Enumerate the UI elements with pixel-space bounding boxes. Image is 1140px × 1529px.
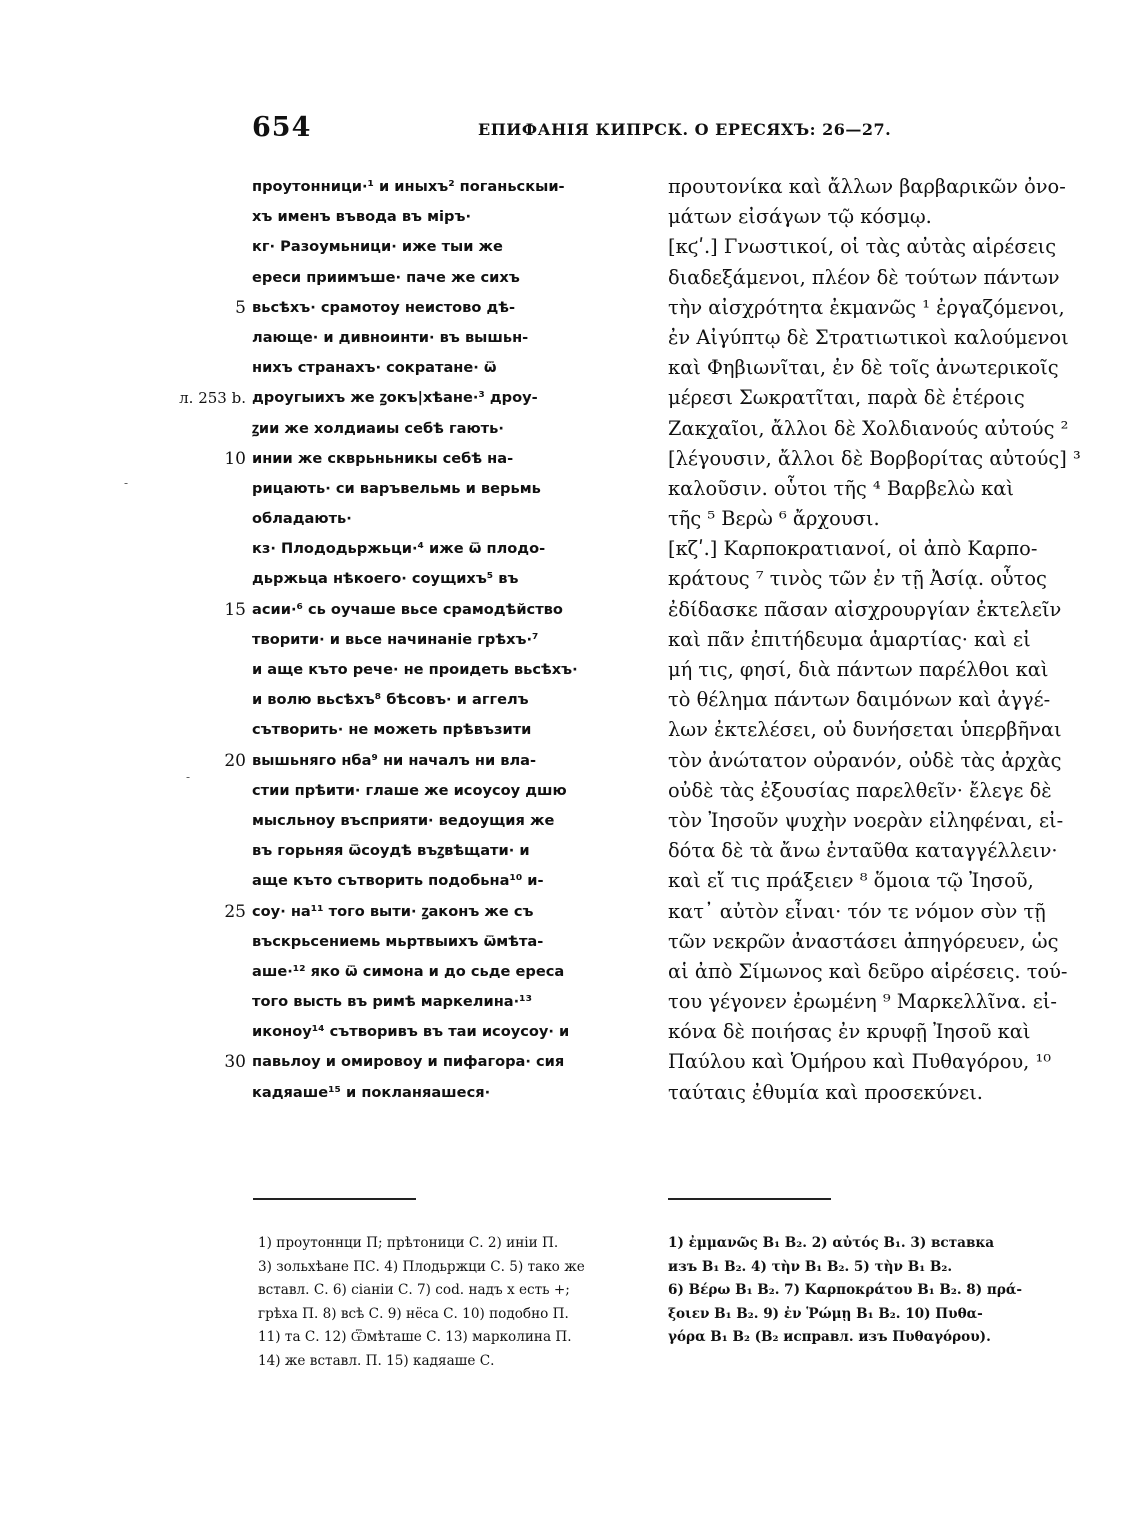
line-text: того высть въ римѣ маркелина·¹³: [252, 993, 532, 1011]
footnotes-left: [258, 1232, 646, 1374]
margin-mark: -: [186, 770, 191, 784]
margin-mark: -: [124, 476, 129, 490]
text-line: μή τις, φησί, διὰ πάντων παρέλθοι καὶ: [668, 658, 1049, 681]
line-text: въскрьсениемь мьртвыихъ ѿмѣта-: [252, 932, 544, 950]
text-line: καὶ εἴ τις πράξειεν ⁸ ὅμοια τῷ Ἰησοῦ,: [668, 869, 1034, 893]
text-line: τὸν Ἰησοῦν ψυχὴν νοερὰν εἰληφέναι, εἰ-: [668, 808, 1064, 832]
text-line: [252, 715, 640, 745]
footnote-line: 11) та С. 12) Ѿмѣташе С. 13) марколина П.: [258, 1329, 572, 1346]
text-line: [252, 987, 640, 1017]
text-line: [252, 564, 640, 594]
text-line: [252, 1017, 640, 1047]
text-line: καὶ Φηβιωνῖται, ἐν δὲ τοῖς ἀνωτερικοῖς: [668, 356, 1059, 380]
line-text: инии же скврьньникы себѣ на-: [252, 449, 514, 467]
text-line: [224, 1047, 640, 1077]
text-line: του γέγονεν ἐρωμένη ⁹ Μαρκελλῖνα. εἰ-: [668, 990, 1057, 1014]
text-line: [224, 444, 640, 474]
line-text: кз· Плододьржьци·⁴ иже ѿ плодо-: [252, 540, 546, 558]
line-number: 5: [235, 297, 246, 318]
text-line: [252, 353, 640, 383]
text-line: μάτων εἰσάγων τῷ κόσμῳ.: [668, 205, 932, 229]
left-column-slavonic: [179, 172, 640, 1108]
text-line: τὴν αἰσχρότητα ἐκμανῶς ¹ ἐργαζόμενοι,: [668, 295, 1065, 319]
line-text: соу· на¹¹ того выти· ꙁаконъ же съ: [252, 902, 534, 920]
line-text: рицають· си варъвельмь и верьмь: [252, 479, 541, 497]
text-line: τὸν ἀνώτατον οὐρανόν, οὐδὲ τὰς ἀρχὰς: [668, 748, 1062, 772]
text-line: [252, 866, 640, 896]
right-column-greek: [668, 172, 1081, 1108]
text-line: [252, 927, 640, 957]
text-line: καὶ πᾶν ἐπιτήδευμα ἁμαρτίας· καὶ εἰ: [668, 627, 1031, 651]
line-text: иконоу¹⁴ сътворивъ въ таи исоусоу· и: [252, 1023, 570, 1041]
text-line: [252, 836, 640, 866]
text-line: κράτους ⁷ τινὸς τῶν ἐν τῇ Ἀσίᾳ. οὗτος: [668, 567, 1047, 591]
text-line: [252, 232, 640, 262]
text-line: τὸ θέλημα πάντων δαιμόνων καὶ ἀγγέ-: [668, 688, 1051, 712]
text-line: [252, 534, 640, 564]
line-text: аше·¹² яко ѿ симона и до сьде ереса: [252, 962, 565, 980]
text-line: [252, 172, 640, 202]
text-line: [252, 957, 640, 987]
text-line: Παύλου καὶ Ὁμήρου καὶ Πυθαγόρου, ¹⁰: [668, 1050, 1052, 1074]
text-line: δότα δὲ τὰ ἄνω ἐνταῦθα καταγγέλλειν·: [668, 839, 1058, 863]
text-line: ἐν Αἰγύπτῳ δὲ Στρατιωτικοὶ καλούμενοι: [668, 325, 1069, 349]
line-text: аще къто сътворить подобьна¹⁰ и-: [252, 872, 544, 890]
line-number: 20: [224, 750, 246, 771]
line-text: творити· и вьсе начинаніе грѣхъ·⁷: [252, 630, 539, 648]
text-line: [252, 685, 640, 715]
text-line: [λέγουσιν, ἄλλοι δὲ Βορβορίτας αὐτούς] ³: [668, 446, 1081, 470]
line-text: нихъ странахъ· сократане· ѿ: [252, 359, 497, 377]
line-text: дьржьца нѣкоего· соущихъ⁵ въ: [252, 570, 519, 588]
line-text: въ горьняя ѿсоудѣ въꙁвѣщати· и: [252, 842, 530, 860]
text-line: ἐδίδασκε πᾶσαν αἰσχρουργίαν ἐκτελεῖν: [668, 597, 1062, 621]
line-text: проутонници·¹ и иныхъ² поганьскыи-: [252, 178, 565, 195]
text-line: [252, 414, 640, 444]
line-text: ꙁии же холдиаиы себѣ гають·: [252, 419, 504, 437]
line-number: 10: [224, 448, 246, 469]
line-text: и волю вьсѣхъ⁸ бѣсовъ· и аггелъ: [252, 691, 529, 709]
text-line: [252, 806, 640, 836]
text-line: τῆς ⁵ Βερὼ ⁶ ἄρχουσι.: [668, 507, 880, 531]
text-line: [252, 263, 640, 293]
text-line: [252, 202, 640, 232]
line-text: ереси приимъше· паче же сихъ: [252, 268, 520, 286]
line-text: сътворить· не можеть прѣвъзити: [252, 721, 532, 739]
footnote-line: γόρα B₁ B₂ (B₂ исправл. изъ Πυθαγόρου).: [668, 1329, 991, 1346]
footnote-line: вставл. С. 6) сіаніи С. 7) cod. надъ х есть +;: [258, 1282, 570, 1299]
text-line: τῶν νεκρῶν ἀναστάσει ἀπηγόρευεν, ὡς: [668, 929, 1059, 953]
footnote-line: 3) зольхѣане ПС. 4) Плодьржци С. 5) тако же: [258, 1258, 585, 1275]
footnotes-right: [668, 1232, 1068, 1350]
line-text: павьлоу и омировоу и пифагора· сия: [252, 1053, 565, 1071]
text-line: [224, 595, 640, 625]
footnote-rule-right: [668, 1198, 831, 1200]
text-line: [252, 474, 640, 504]
margin-folio-reference: л. 253 b.: [179, 389, 246, 408]
text-line: οὐδὲ τὰς ἐξουσίας παρελθεῖν· ἔλεγε δὲ: [668, 778, 1052, 802]
text-line: [252, 1078, 640, 1108]
text-line: [224, 746, 640, 776]
text-line: [κϛʹ.] Γνωστικοί, οἱ τὰς αὐτὰς αἱρέσεις: [668, 235, 1057, 259]
text-line: προυτονίκα καὶ ἄλλων βαρβαρικῶν ὀνο-: [668, 175, 1066, 198]
text-line: [179, 383, 640, 413]
text-line: λων ἐκτελέσει, οὐ δυνήσεται ὑπερβῆναι: [668, 718, 1062, 742]
line-number: 25: [224, 901, 246, 922]
line-text: мысльноу въсприяти· ведоущия же: [252, 811, 555, 829]
line-text: дроугыихъ же ꙁокъ|хѣане·³ дроу-: [252, 389, 538, 407]
footnote-line: 1) проутоннци П; прѣтоници С. 2) иніи П.: [258, 1235, 559, 1251]
line-number: 30: [224, 1052, 246, 1073]
text-line: [252, 776, 640, 806]
line-text: лающе· и дивноинти· въ вышьн-: [252, 328, 529, 346]
line-text: хъ именъ въвода въ міръ·: [252, 208, 471, 226]
text-line: ταύταις ἐθυμία καὶ προσεκύνει.: [668, 1080, 983, 1104]
footnote-line: 6) Βέρω B₁ B₂. 7) Καρποκράτου B₁ B₂. 8) πρά-: [668, 1282, 1023, 1299]
line-text: стии прѣити· глаше же исоусоу дшю: [252, 781, 567, 799]
footnote-line: грѣха П. 8) всѣ С. 9) нёса С. 10) подобно П.: [258, 1305, 569, 1322]
footnote-line: 14) же вставл. П. 15) кадяаше С.: [258, 1352, 495, 1369]
running-head: ЕПИФАНІЯ КИПРСК. О ЕРЕСЯХЪ: 26—27.: [478, 120, 892, 139]
line-text: асии·⁶ сь оучаше вьсе срамодѣйство: [252, 600, 563, 618]
line-text: кг· Разоумьници· иже тыи же: [252, 238, 503, 256]
page-number: 654: [252, 112, 312, 143]
text-line: [252, 323, 640, 353]
text-line: κόνα δὲ ποιήσας ἐν κρυφῇ Ἰησοῦ καὶ: [668, 1020, 1031, 1044]
line-text: обладають·: [252, 510, 352, 528]
text-line: Ζακχαῖοι, ἄλλοι δὲ Χολδιανούς αὐτούς ²: [668, 416, 1069, 440]
text-line: [κζʹ.] Καρποκρατιανοί, οἱ ἀπὸ Καρπο-: [668, 537, 1038, 561]
line-text: вьсѣхъ· срамотоу неистово дѣ-: [252, 298, 516, 316]
line-number: 15: [224, 599, 246, 620]
line-text: вышьнягo нба⁹ ни началъ ни вла-: [252, 751, 537, 769]
text-line: [252, 655, 640, 685]
text-line: διαδεξάμενοι, πλέον δὲ τούτων πάντων: [668, 265, 1060, 289]
footnote-line: ξοιεν B₁ B₂. 9) ἐν Ῥώμῃ B₁ B₂. 10) Πυθα-: [668, 1305, 983, 1322]
text-line: [224, 897, 640, 927]
text-line: [235, 293, 640, 323]
footnote-line: изъ B₁ B₂. 4) τὴν B₁ B₂. 5) τὴν B₁ B₂.: [668, 1258, 953, 1275]
footnote-rule-left: [253, 1198, 416, 1200]
line-text: и аще къто рече· не проидеть вьсѣхъ·: [252, 661, 578, 678]
text-line: [252, 504, 640, 534]
text-line: [252, 625, 640, 655]
text-line: μέρεσι Σωκρατῖται, παρὰ δὲ ἑτέροις: [668, 386, 1025, 410]
line-text: кадяаше¹⁵ и покланяашеся·: [252, 1083, 491, 1101]
footnote-line: 1) ἐμμανῶς B₁ B₂. 2) αὐτός B₁. 3) вставка: [668, 1235, 995, 1251]
text-line: αἱ ἀπὸ Σίμωνος καὶ δεῦρο αἱρέσεις. τού-: [668, 959, 1068, 983]
text-line: καλοῦσιν. οὗτοι τῆς ⁴ Βαρβελὼ καὶ: [668, 476, 1014, 500]
text-line: κατ᾽ αὐτὸν εἶναι· τόν τε νόμον σὺν τῇ: [668, 899, 1046, 923]
